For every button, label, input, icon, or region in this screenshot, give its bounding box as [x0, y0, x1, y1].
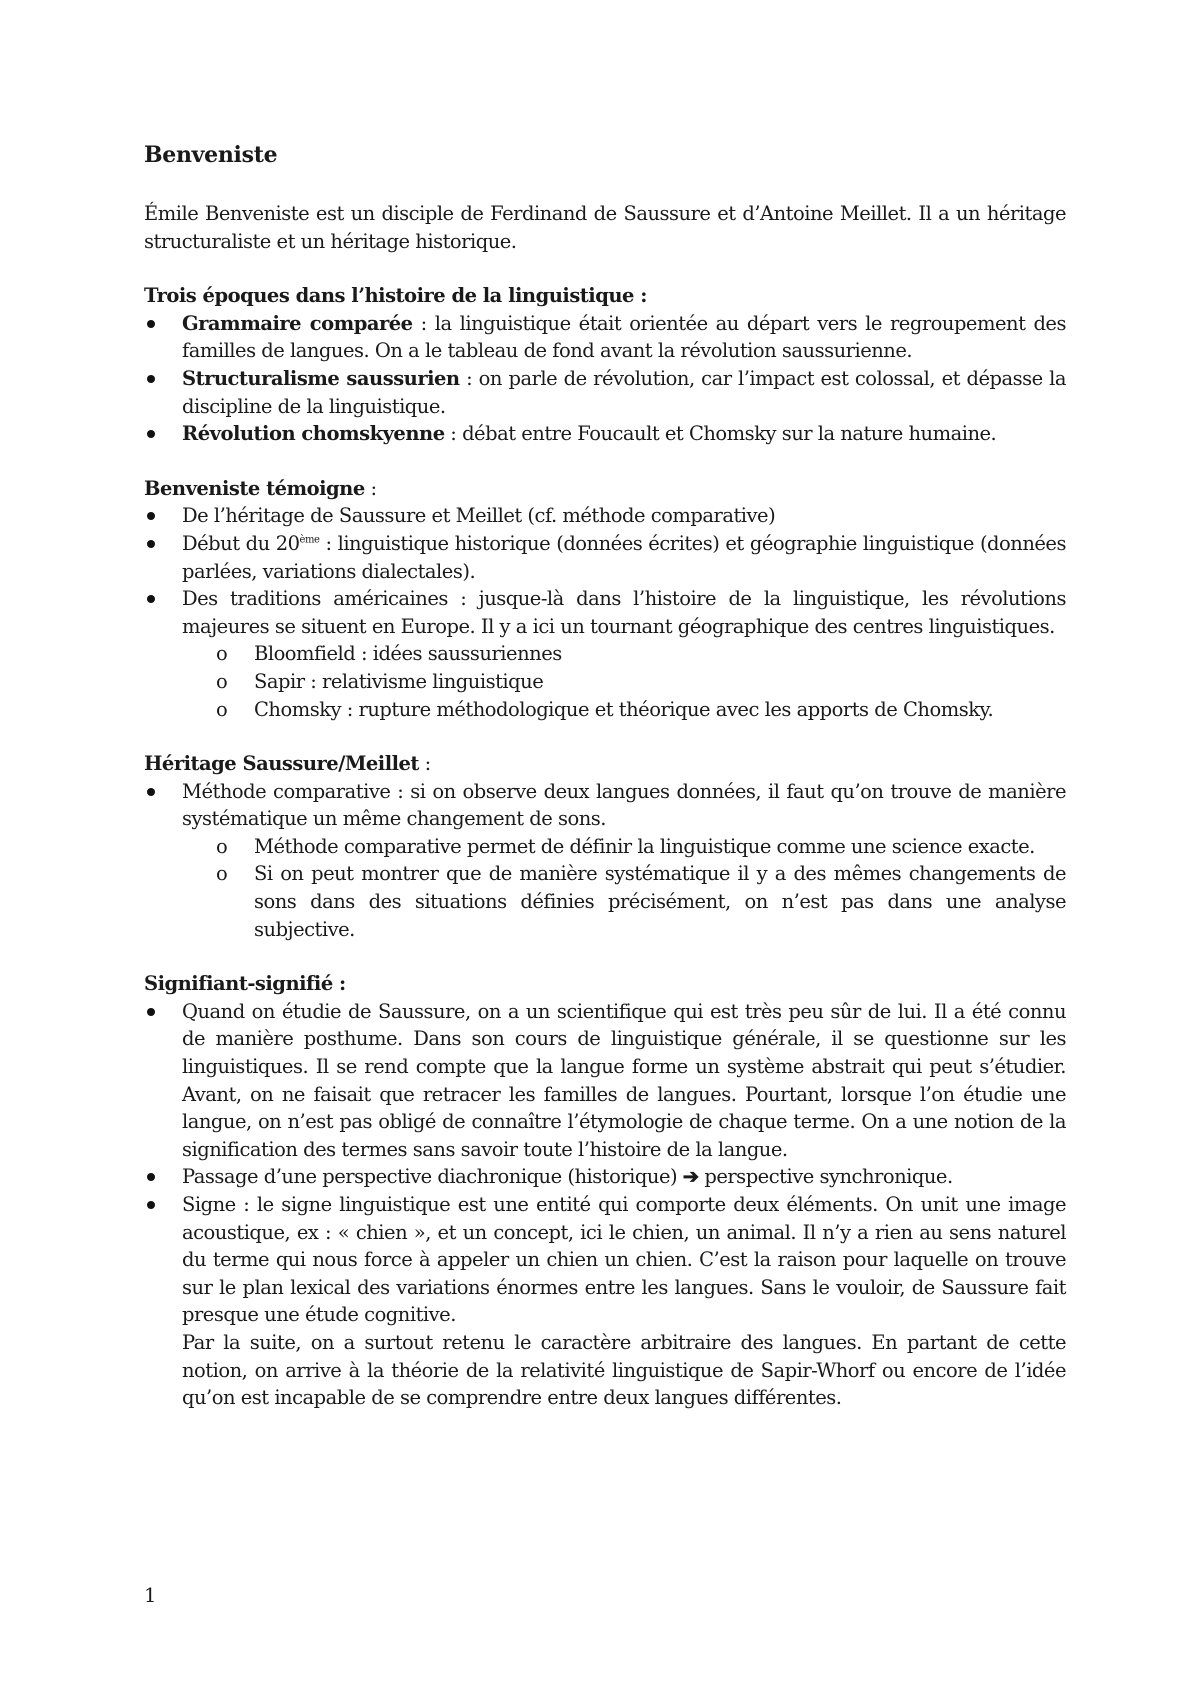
epochs-list: [144, 310, 1066, 448]
section-temoigne-heading: [144, 475, 1066, 503]
intro-paragraph: Émile Benveniste est un disciple de Ferdinand de Saussure et d’Antoine Meillet. Il a un héritage structuraliste et un héritage historique.: [144, 202, 1066, 253]
list-item: [144, 310, 1066, 365]
heading-suffix: :: [418, 752, 431, 776]
item-term: Grammaire comparée: [182, 311, 413, 335]
section-epochs-title: Trois époques dans l’histoire de la linguistique :: [144, 284, 647, 308]
sub-list-item: o Sapir : relativisme linguistique: [144, 668, 1066, 696]
list-item: [144, 585, 1066, 640]
section-temoigne-title: Benveniste témoigne: [144, 476, 365, 500]
list-item: Quand on étudie de Saussure, on a un scientifique qui est très peu sûr de lui. Il a été connu de manière posthume. Dans son cours de linguistique générale, il se questionne sur les linguistiques. Il se rend compte que la langue forme un système abstrait qui peut s’étudier. Avant, on ne faisait que retracer les familles de langues. Pourtant, lorsque l’on étudie une langue, on n’est pas obligé de connaître l’étymologie de chaque terme. On a une notion de la signification des termes sans savoir toute l’histoire de la langue.: [144, 998, 1066, 1164]
item-text: Début du 20: [182, 531, 300, 555]
list-item: [144, 1191, 1066, 1412]
sub-list-item: o Chomsky : rupture méthodologique et théorique avec les apports de Chomsky.: [144, 696, 1066, 724]
item-text: : débat entre Foucault et Chomsky sur la nature humaine.: [444, 422, 997, 446]
sub-list-item: o Bloomfield : idées saussuriennes: [144, 640, 1066, 668]
american-traditions-sublist: [144, 640, 1066, 723]
page-title: Benveniste: [144, 142, 278, 168]
heading-suffix: :: [364, 476, 377, 500]
list-item: Méthode comparative : si on observe deux langues données, il faut qu’on trouve de manière systématique un même changement de sons.: [144, 778, 1066, 833]
item-text: perspective synchronique.: [698, 1165, 953, 1189]
heritage-list: [144, 778, 1066, 833]
list-item: [144, 530, 1066, 585]
superscript: ème: [299, 534, 320, 546]
section-heritage-title: Héritage Saussure/Meillet: [144, 752, 419, 776]
item-paragraph: Par la suite, on a surtout retenu le caractère arbitraire des langues. En partant de cette notion, on arrive à la théorie de la relativité linguistique de Sapir-Whorf ou encore de l’idée qu’on est incapable de se comprendre entre deux langues différentes.: [182, 1330, 1066, 1410]
list-item: [144, 502, 1066, 530]
item-term: Structuralisme saussurien: [182, 366, 460, 390]
item-term: Révolution chomskyenne: [182, 422, 445, 446]
document-page: [144, 140, 1066, 1412]
list-item: [144, 365, 1066, 420]
sub-list-item: o Méthode comparative permet de définir la linguistique comme une science exacte.: [144, 833, 1066, 861]
heritage-sublist: [144, 833, 1066, 943]
item-text: De l’héritage de Saussure et Meillet (cf. méthode comparative): [182, 504, 776, 528]
page-number: 1: [144, 1584, 157, 1607]
item-text: Des traditions américaines : jusque-là dans l’histoire de la linguistique, les révolutions majeures se situent en Europe. Il y a ici un tournant géographique des centres linguistiques.: [182, 587, 1066, 638]
list-item: [144, 1163, 1066, 1191]
item-text: : la linguistique était orientée au départ vers le regroupement des familles de langues. On a le tableau de fond avant la révolution saussurienne.: [182, 311, 1066, 363]
section-signifiant-title: Signifiant-signifié :: [144, 972, 346, 996]
item-text: : linguistique historique (données écrites) et géographie linguistique (données parlées, variations dialectales).: [182, 531, 1066, 583]
temoigne-list: [144, 502, 1066, 640]
list-item: [144, 420, 1066, 448]
item-paragraph: Signe : le signe linguistique est une entité qui comporte deux éléments. On unit une image acoustique, ex : « chien », et un concept, ici le chien, un animal. Il n’y a rien au sens naturel du terme qui nous force à appeler un chien un chien. C’est la raison pour laquelle on trouve sur le plan lexical des variations énormes entre les langues. Sans le vouloir, de Saussure fait presque une étude cognitive.: [182, 1193, 1066, 1327]
signifiant-list: [144, 998, 1066, 1412]
item-text: Passage d’une perspective diachronique (historique): [182, 1165, 683, 1189]
section-heritage-heading: [144, 750, 1066, 778]
item-text: : on parle de révolution, car l’impact est colossal, et dépasse la discipline de la linguistique.: [182, 366, 1066, 418]
arrow-right-icon: ➔: [682, 1165, 699, 1189]
sub-list-item: o Si on peut montrer que de manière systématique il y a des mêmes changements de sons dans des situations définies précisément, on n’est pas dans une analyse subjective.: [144, 860, 1066, 943]
